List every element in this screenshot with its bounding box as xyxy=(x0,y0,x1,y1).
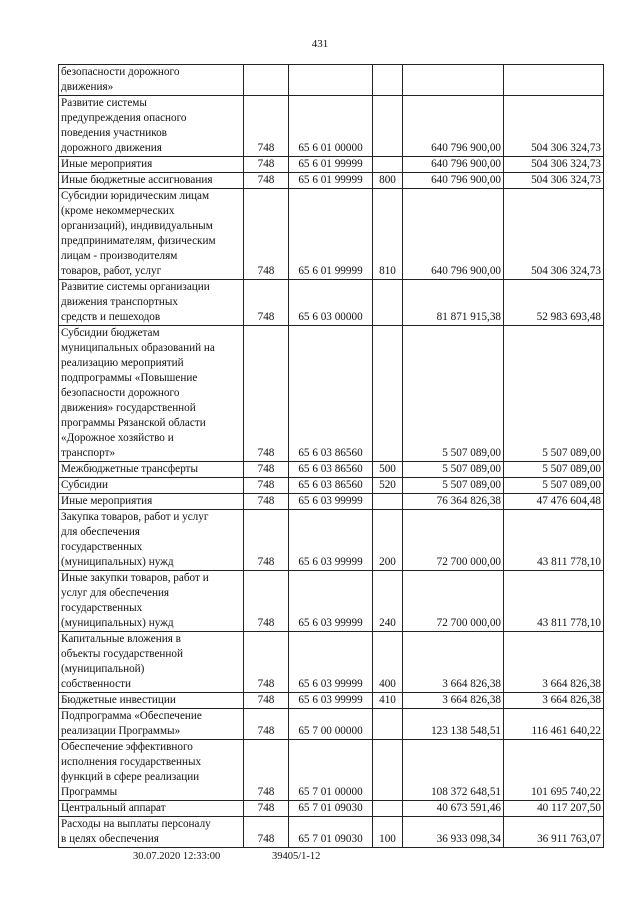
table-row xyxy=(59,801,604,817)
row-amount-plan xyxy=(403,65,504,96)
row-amount-exec: 36 911 763,07 xyxy=(504,817,604,848)
row-ved: 748 xyxy=(244,693,289,709)
row-csr: 65 6 03 86560 xyxy=(289,478,373,494)
row-name: Субсидии xyxy=(59,478,244,494)
row-name: Расходы на выплаты персоналу в целях обеспечения xyxy=(59,817,244,848)
row-csr: 65 6 03 86560 xyxy=(289,326,373,462)
row-ved: 748 xyxy=(244,510,289,571)
row-name: Подпрограмма «Обеспечение реализации Программы» xyxy=(59,709,244,740)
row-vr xyxy=(373,96,403,157)
row-amount-exec: 5 507 089,00 xyxy=(504,326,604,462)
row-amount-plan: 3 664 826,38 xyxy=(403,693,504,709)
row-amount-exec: 43 811 778,10 xyxy=(504,510,604,571)
row-name: Иные закупки товаров, работ и услуг для обеспечения государственных (муниципальных) нужд xyxy=(59,571,244,632)
table-row xyxy=(59,709,604,740)
row-vr: 800 xyxy=(373,173,403,189)
row-name: Центральный аппарат xyxy=(59,801,244,817)
row-amount-plan: 123 138 548,51 xyxy=(403,709,504,740)
row-vr xyxy=(373,801,403,817)
row-amount-plan: 640 796 900,00 xyxy=(403,173,504,189)
row-amount-exec: 504 306 324,73 xyxy=(504,173,604,189)
row-ved: 748 xyxy=(244,96,289,157)
row-amount-exec: 47 476 604,48 xyxy=(504,494,604,510)
row-amount-exec: 504 306 324,73 xyxy=(504,157,604,173)
row-amount-exec: 101 695 740,22 xyxy=(504,740,604,801)
row-name: Субсидии юридическим лицам (кроме некоммерческих организаций), индивидуальным предпринимателям, физическим лицам - производителям товаров, работ, услуг xyxy=(59,189,244,280)
row-amount-exec: 5 507 089,00 xyxy=(504,478,604,494)
row-csr: 65 7 00 00000 xyxy=(289,709,373,740)
table-row xyxy=(59,96,604,157)
table-row xyxy=(59,173,604,189)
row-csr: 65 6 03 99999 xyxy=(289,632,373,693)
row-vr: 410 xyxy=(373,693,403,709)
row-csr: 65 7 01 00000 xyxy=(289,740,373,801)
row-vr: 240 xyxy=(373,571,403,632)
row-vr xyxy=(373,494,403,510)
table-row xyxy=(59,693,604,709)
row-csr xyxy=(289,65,373,96)
row-ved: 748 xyxy=(244,817,289,848)
row-vr: 810 xyxy=(373,189,403,280)
row-vr: 200 xyxy=(373,510,403,571)
budget-table xyxy=(58,64,604,848)
row-csr: 65 7 01 09030 xyxy=(289,817,373,848)
row-ved: 748 xyxy=(244,462,289,478)
row-ved xyxy=(244,65,289,96)
row-ved: 748 xyxy=(244,801,289,817)
row-ved: 748 xyxy=(244,157,289,173)
row-vr xyxy=(373,740,403,801)
row-vr: 520 xyxy=(373,478,403,494)
row-amount-plan: 640 796 900,00 xyxy=(403,189,504,280)
row-amount-exec: 3 664 826,38 xyxy=(504,632,604,693)
row-amount-exec: 40 117 207,50 xyxy=(504,801,604,817)
footer-code: 39405/1-12 xyxy=(272,851,321,862)
row-amount-plan: 40 673 591,46 xyxy=(403,801,504,817)
row-amount-plan: 72 700 000,00 xyxy=(403,571,504,632)
row-name: Субсидии бюджетам муниципальных образований на реализацию мероприятий подпрограммы «Повышение безопасности дорожного движения» государственной программы Рязанской области «Дорожное хозяйство и транспорт» xyxy=(59,326,244,462)
table-row xyxy=(59,280,604,326)
row-csr: 65 6 01 99999 xyxy=(289,189,373,280)
row-ved: 748 xyxy=(244,326,289,462)
row-name: Закупка товаров, работ и услуг для обеспечения государственных (муниципальных) нужд xyxy=(59,510,244,571)
row-csr: 65 6 03 99999 xyxy=(289,571,373,632)
row-amount-exec: 52 983 693,48 xyxy=(504,280,604,326)
row-vr xyxy=(373,326,403,462)
row-ved: 748 xyxy=(244,709,289,740)
row-name: Развитие системы организации движения транспортных средств и пешеходов xyxy=(59,280,244,326)
row-amount-exec: 3 664 826,38 xyxy=(504,693,604,709)
row-ved: 748 xyxy=(244,494,289,510)
row-ved: 748 xyxy=(244,173,289,189)
table-row xyxy=(59,189,604,280)
row-ved: 748 xyxy=(244,478,289,494)
row-amount-plan: 640 796 900,00 xyxy=(403,96,504,157)
row-csr: 65 6 03 86560 xyxy=(289,462,373,478)
table-row xyxy=(59,510,604,571)
row-csr: 65 6 01 99999 xyxy=(289,157,373,173)
row-name: Обеспечение эффективного исполнения государственных функций в сфере реализации Программы xyxy=(59,740,244,801)
row-vr: 400 xyxy=(373,632,403,693)
row-amount-plan: 5 507 089,00 xyxy=(403,462,504,478)
table-row xyxy=(59,571,604,632)
row-csr: 65 6 01 00000 xyxy=(289,96,373,157)
row-name: Межбюджетные трансферты xyxy=(59,462,244,478)
row-csr: 65 6 03 99999 xyxy=(289,494,373,510)
table-row xyxy=(59,740,604,801)
table-row xyxy=(59,326,604,462)
row-amount-exec: 43 811 778,10 xyxy=(504,571,604,632)
row-amount-exec: 504 306 324,73 xyxy=(504,189,604,280)
row-amount-exec: 5 507 089,00 xyxy=(504,462,604,478)
row-csr: 65 7 01 09030 xyxy=(289,801,373,817)
row-name: Иные бюджетные ассигнования xyxy=(59,173,244,189)
row-vr xyxy=(373,65,403,96)
row-name: безопасности дорожного движения» xyxy=(59,65,244,96)
row-amount-plan: 640 796 900,00 xyxy=(403,157,504,173)
footer-date: 30.07.2020 12:33:00 xyxy=(133,851,221,862)
row-name: Развитие системы предупреждения опасного поведения участников дорожного движения xyxy=(59,96,244,157)
row-vr: 500 xyxy=(373,462,403,478)
table-row xyxy=(59,65,604,96)
row-amount-exec: 116 461 640,22 xyxy=(504,709,604,740)
row-csr: 65 6 03 99999 xyxy=(289,693,373,709)
row-amount-plan: 3 664 826,38 xyxy=(403,632,504,693)
budget-table-body xyxy=(59,65,604,848)
row-ved: 748 xyxy=(244,280,289,326)
table-row xyxy=(59,157,604,173)
row-csr: 65 6 01 99999 xyxy=(289,173,373,189)
row-vr xyxy=(373,280,403,326)
row-vr xyxy=(373,709,403,740)
table-row xyxy=(59,478,604,494)
page-number: 431 xyxy=(311,38,329,50)
row-ved: 748 xyxy=(244,740,289,801)
row-amount-plan: 76 364 826,38 xyxy=(403,494,504,510)
row-amount-plan: 72 700 000,00 xyxy=(403,510,504,571)
row-name: Иные мероприятия xyxy=(59,494,244,510)
row-csr: 65 6 03 00000 xyxy=(289,280,373,326)
row-name: Иные мероприятия xyxy=(59,157,244,173)
row-amount-plan: 5 507 089,00 xyxy=(403,326,504,462)
row-ved: 748 xyxy=(244,632,289,693)
row-amount-plan: 5 507 089,00 xyxy=(403,478,504,494)
row-name: Капитальные вложения в объекты государственной (муниципальной) собственности xyxy=(59,632,244,693)
row-name: Бюджетные инвестиции xyxy=(59,693,244,709)
table-row xyxy=(59,462,604,478)
row-ved: 748 xyxy=(244,571,289,632)
row-amount-plan: 81 871 915,38 xyxy=(403,280,504,326)
row-amount-exec: 504 306 324,73 xyxy=(504,96,604,157)
table-row xyxy=(59,632,604,693)
table-row xyxy=(59,494,604,510)
row-amount-plan: 108 372 648,51 xyxy=(403,740,504,801)
row-amount-plan: 36 933 098,34 xyxy=(403,817,504,848)
row-ved: 748 xyxy=(244,189,289,280)
row-csr: 65 6 03 99999 xyxy=(289,510,373,571)
table-row xyxy=(59,817,604,848)
row-vr: 100 xyxy=(373,817,403,848)
row-amount-exec xyxy=(504,65,604,96)
row-vr xyxy=(373,157,403,173)
